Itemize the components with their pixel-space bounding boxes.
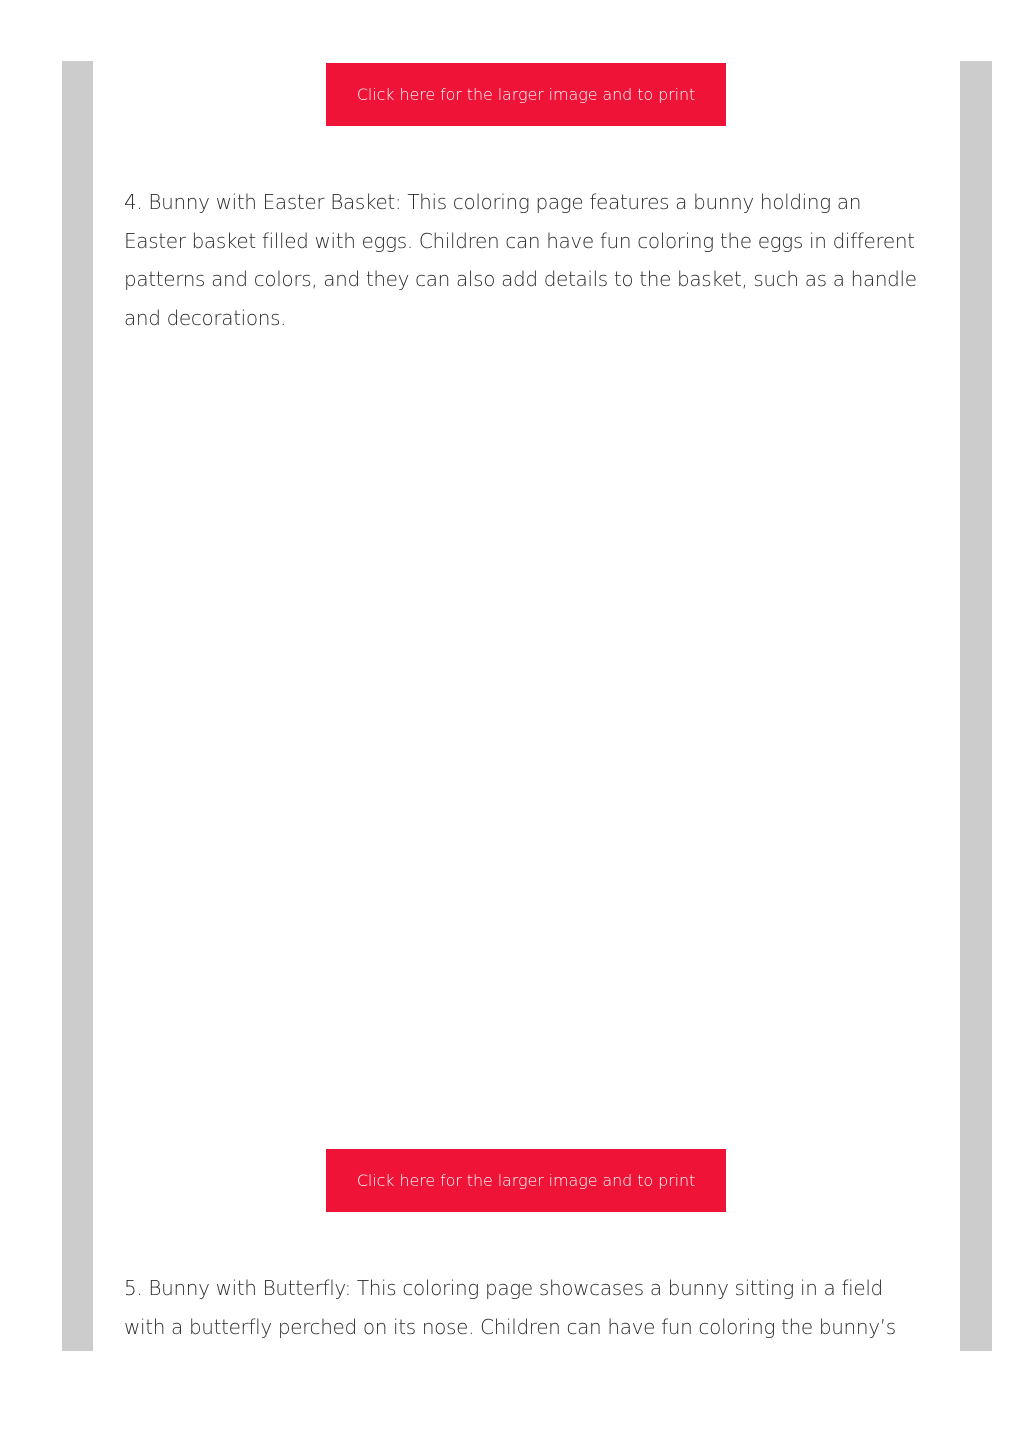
- article-content: [93, 61, 960, 1351]
- coloring-page-description-4: 4. Bunny with Easter Basket: This coloring page features a bunny holding an Easter basket filled with eggs. Children can have fun coloring the eggs in different patterns and colors, and they can also add details to the basket, such as a handle and decorations.: [124, 190, 917, 331]
- coloring-image-placeholder: [93, 341, 960, 1131]
- coloring-page-description-5: 5. Bunny with Butterfly: This coloring page showcases a bunny sitting in a field with a butterfly perched on its nose. Children can have fun coloring the bunny’s: [124, 1276, 896, 1339]
- print-larger-image-button-2[interactable]: Click here for the larger image and to print: [326, 1149, 726, 1212]
- print-larger-image-button[interactable]: Click here for the larger image and to print: [326, 63, 726, 126]
